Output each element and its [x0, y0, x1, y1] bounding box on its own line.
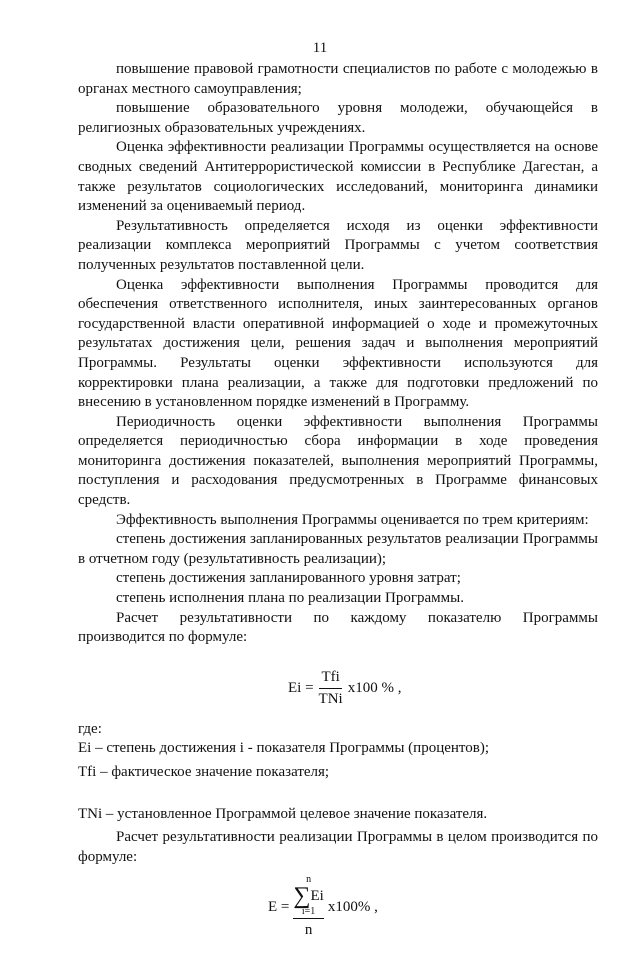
page-number: 11 — [312, 40, 328, 56]
definitions-where: где: — [78, 720, 102, 737]
formula1-lhs: Ei = — [288, 680, 314, 697]
formula1-denominator: TNi — [318, 691, 343, 708]
formula2-sum-term: Ei — [310, 887, 324, 904]
paragraph-final: Расчет результативности реализации Программы в целом производится по формуле: — [78, 829, 598, 865]
definition-tni: TNi – установленное Программой целевое значение показателя. — [78, 805, 488, 822]
sigma-symbol: ∑ — [293, 883, 311, 910]
formula2-lhs: E = — [268, 899, 290, 916]
formula1-fraction — [317, 668, 345, 710]
formula-result-overall — [78, 875, 598, 960]
definition-tfi: Tfi – фактическое значение показателя; — [78, 764, 330, 780]
formula2-sum-upper: n — [306, 874, 312, 886]
paragraph: степень достижения запланированных результатов реализации Программы в отчетном году (результативность реализации); — [78, 531, 598, 567]
formula2-numerator — [293, 875, 323, 919]
formula-result-per-indicator — [78, 660, 598, 720]
formula2-sum-lower: i=1 — [301, 906, 316, 918]
paragraph: степень достижения запланированного уровня затрат; — [116, 570, 461, 587]
paragraph: повышение правовой грамотности специалистов по работе с молодежью в органах местного самоуправления; — [78, 61, 598, 97]
formula1-rhs: x100 % , — [347, 680, 402, 697]
formula2-fraction — [293, 875, 323, 941]
definition-ei: Ei – степень достижения i - показателя Программы (процентов); — [78, 740, 490, 757]
formula1-numerator: Tfi — [319, 668, 341, 690]
paragraph: степень исполнения плана по реализации Программы. — [116, 590, 464, 607]
paragraph: Эффективность выполнения Программы оценивается по трем критериям: — [116, 511, 589, 528]
paragraph: Оценка эффективности реализации Программы осуществляется на основе сводных сведений Антитеррористической комиссии в Республике Дагестан, а также результатов социологических исследований, мониторинга динамики изменений за оцениваемый период. — [78, 139, 598, 215]
paragraph: Расчет результативности по каждому показателю Программы производится по формуле: — [78, 609, 598, 646]
formula2-denominator: n — [304, 922, 313, 939]
document-body — [78, 60, 598, 960]
paragraph: повышение образовательного уровня молодежи, обучающейся в религиозных образовательных учреждениях. — [78, 100, 598, 136]
formula2-rhs: x100% , — [327, 899, 378, 916]
paragraph: Оценка эффективности выполнения Программы проводится для обеспечения ответственного исполнителя, иных заинтересованных органов государственной власти оперативной информацией о ходе и промежуточных результатах достижения цели, решения задач и выполнения мероприятий Программы. Результаты оценки эффективности используются для корректировки плана реализации, а также для подготовки предложений по внесению в установленном порядке изменений в Программу. — [78, 276, 598, 411]
paragraph: Периодичность оценки эффективности выполнения Программы определяется периодичностью сбора информации в ходе проведения мониторинга достижения показателей, выполнения мероприятий Программы, поступления и расходования предусмотренных в Программе финансовых средств. — [78, 413, 598, 509]
paragraph: Результативность определяется исходя из оценки эффективности реализации комплекса мероприятий Программы с учетом соответствия полученных результатов поставленной цели. — [78, 217, 598, 273]
